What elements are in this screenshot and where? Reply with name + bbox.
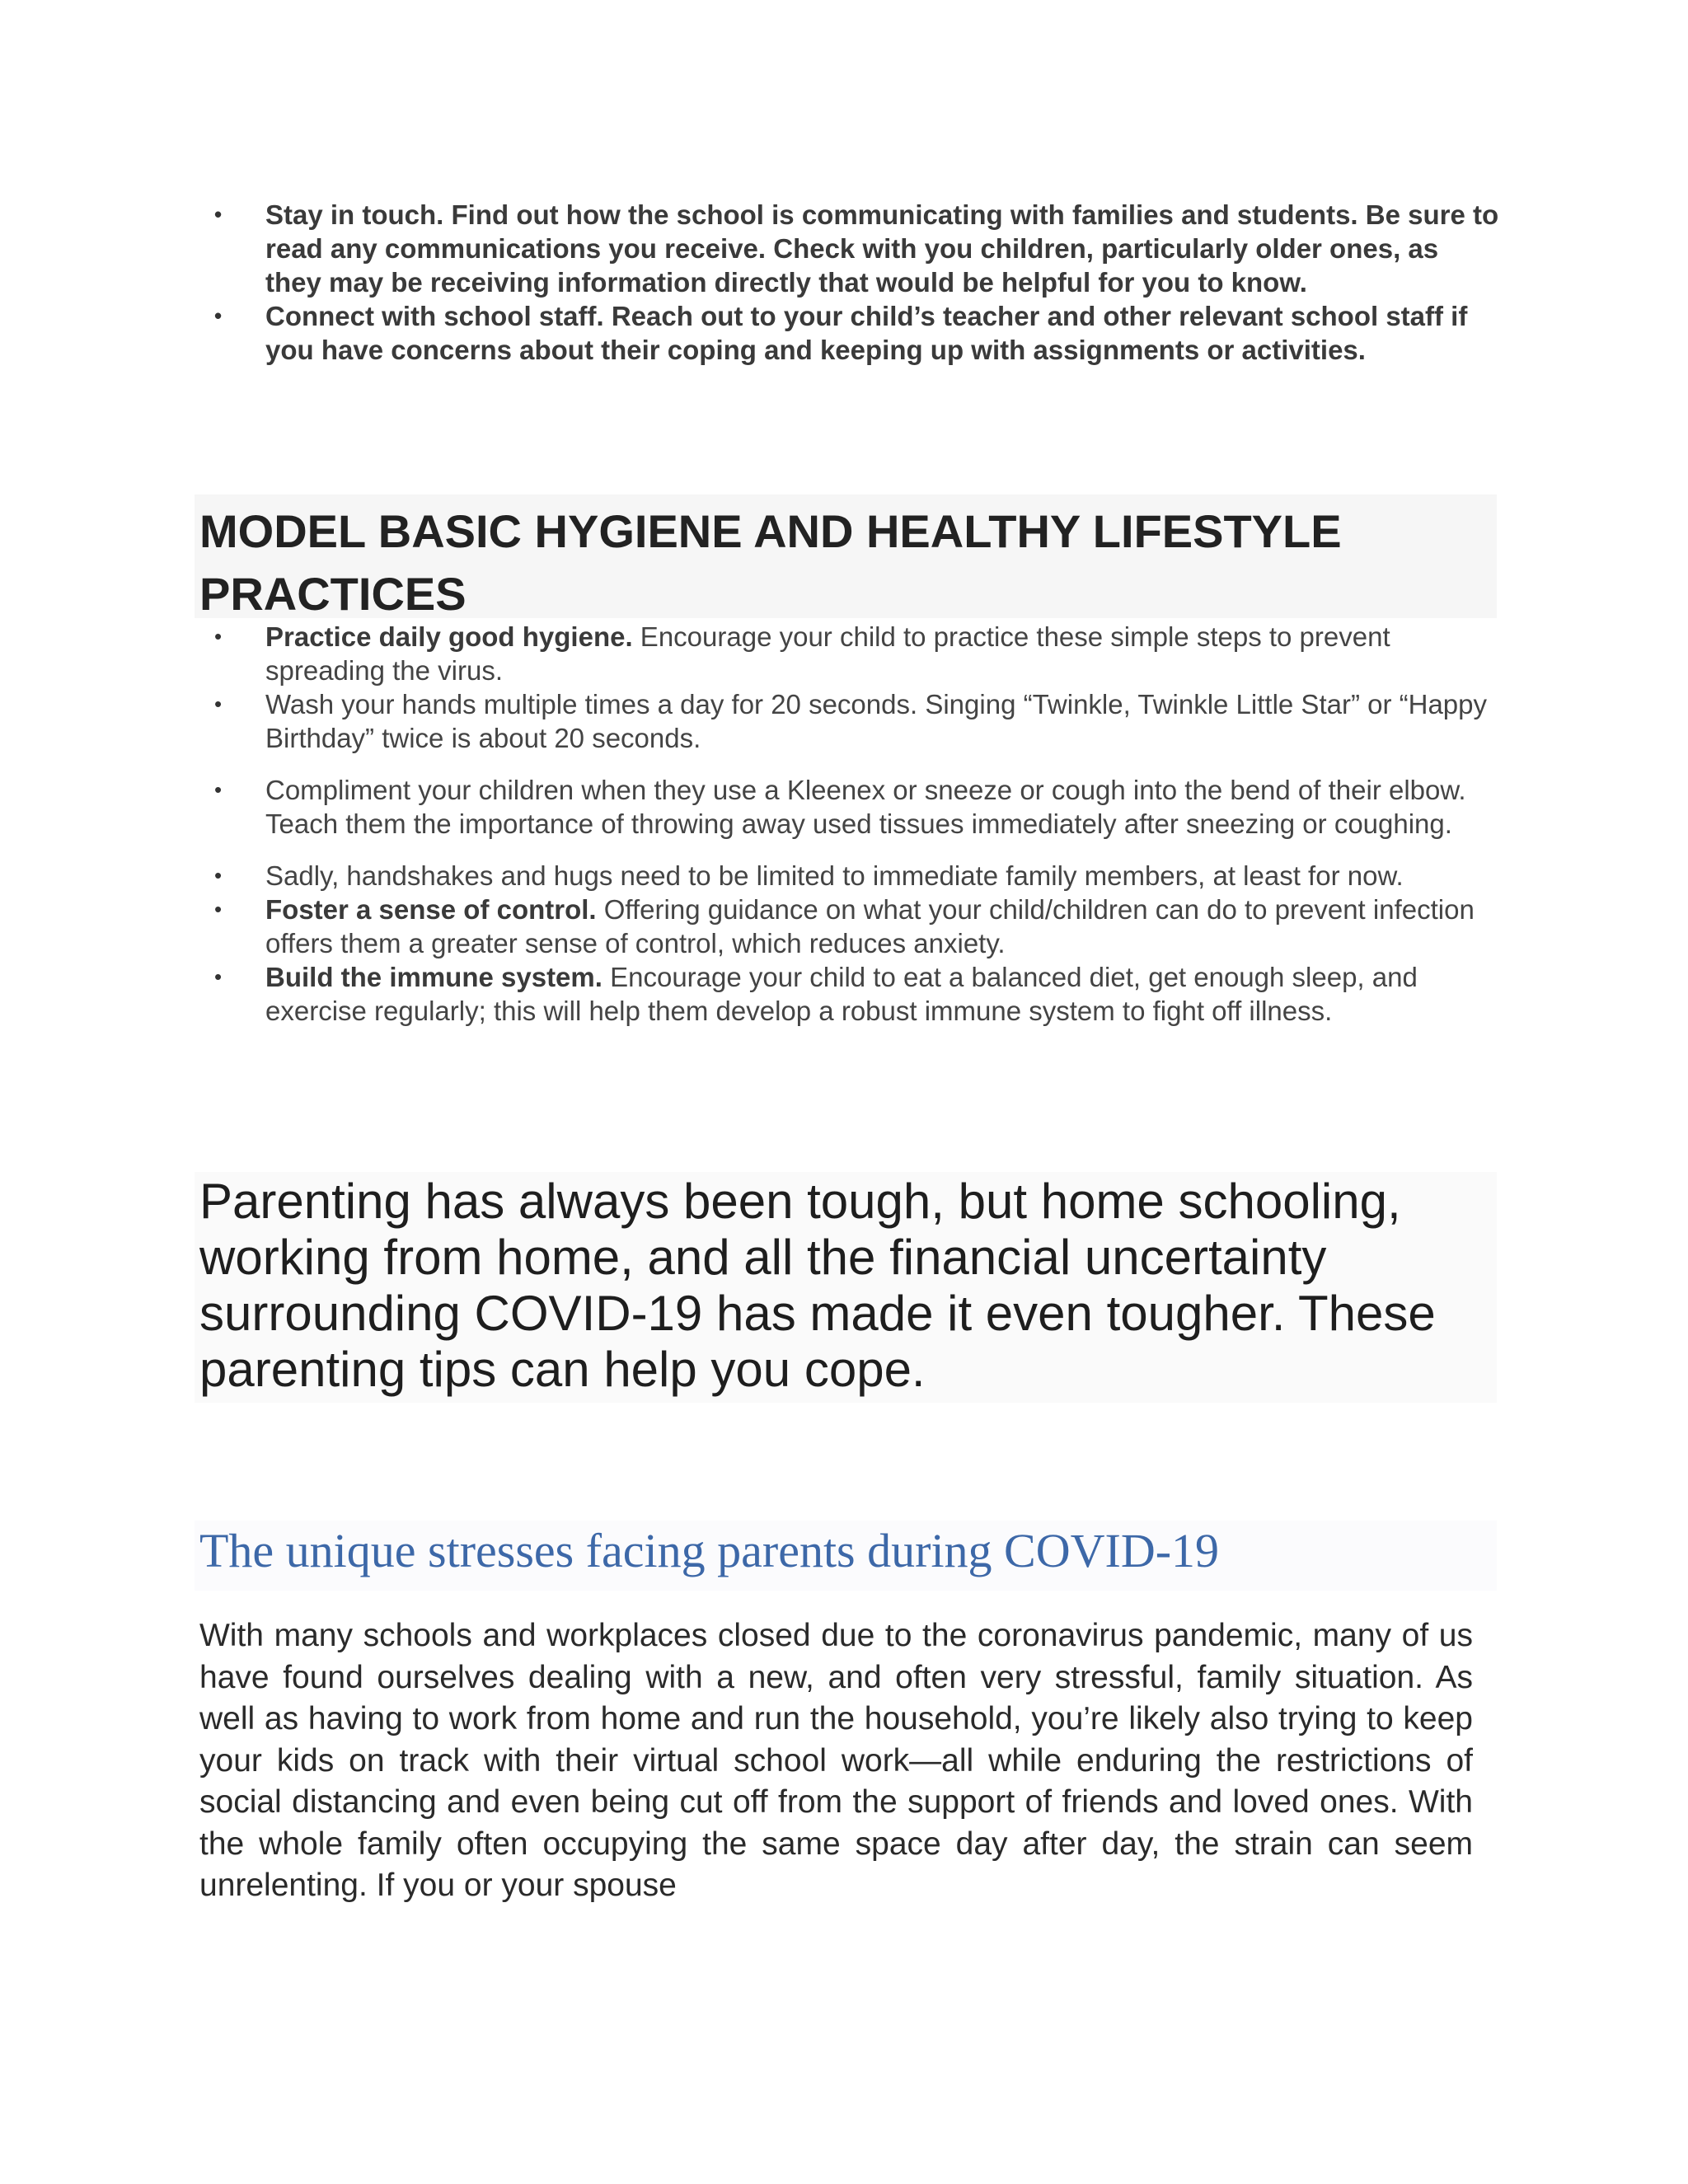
- list-item-text: Compliment your children when they use a Kleenex or sneeze or cough into the bend of their elbow. Teach them the importance of throwing away used tissues immediately after sneezing or coughing.: [265, 775, 1466, 839]
- bullet-icon: •: [214, 202, 223, 227]
- list-item: [199, 620, 1502, 687]
- list-item-text: Connect with school staff. Reach out to your child’s teacher and other relevant school staff if you have concerns about their coping and keeping up with assignments or activities.: [265, 301, 1468, 365]
- bullet-icon: •: [214, 303, 223, 328]
- list-item-bold-lead: Foster a sense of control.: [265, 894, 597, 925]
- list-item-text: Wash your hands multiple times a day for 20 seconds. Singing “Twinkle, Twinkle Little Star” or “Happy Birthday” twice is about 20 seconds.: [265, 689, 1488, 753]
- list-item-text: Sadly, handshakes and hugs need to be limited to immediate family members, at least for now.: [265, 860, 1404, 891]
- list-item: [199, 773, 1502, 841]
- stress-heading: The unique stresses facing parents during COVID-19: [199, 1524, 1220, 1577]
- list-item-text: Encourage your child to practice these simple steps to prevent spreading the virus.: [265, 621, 1390, 686]
- list-item-text: Offering guidance on what your child/children can do to prevent infection offers them a greater sense of control, which reduces anxiety.: [265, 894, 1475, 958]
- list-item-bold-lead: Build the immune system.: [265, 962, 603, 992]
- school-tips-list: [199, 198, 1502, 367]
- list-item-text: Stay in touch. Find out how the school is communicating with families and students. Be sure to read any communications you receive. Check with you children, particularly older ones, as they may be receiving information directly that would be helpful for you to know.: [265, 199, 1499, 298]
- list-item-bold-lead: Practice daily good hygiene.: [265, 621, 633, 652]
- bullet-icon: •: [214, 691, 223, 716]
- list-item: [199, 960, 1502, 1028]
- list-item-text: Encourage your child to eat a balanced diet, get enough sleep, and exercise regularly; this will help them develop a robust immune system to fight off illness.: [265, 962, 1418, 1026]
- list-item: [199, 859, 1502, 893]
- intro-text: Parenting has always been tough, but home schooling, working from home, and all the financial uncertainty surrounding COVID-19 has made it even tougher. These parenting tips can help you cope.: [199, 1174, 1436, 1397]
- bullet-icon: •: [214, 777, 223, 802]
- bullet-icon: •: [214, 964, 223, 989]
- list-item: [199, 299, 1502, 367]
- body-paragraph: With many schools and workplaces closed due to the coronavirus pandemic, many of us have found ourselves dealing with a new, and often very stressful, family situation. As well as having to work from home and run the household, you’re likely also trying to keep your kids on track with their virtual school work—all while enduring the restrictions of social distancing and even being cut off from the support of friends and loved ones. With the whole family often occupying the same space day after day, the strain can seem unrelenting. If you or your spouse: [199, 1618, 1473, 1903]
- hygiene-heading: MODEL BASIC HYGIENE AND HEALTHY LIFESTYLE PRACTICES: [199, 505, 1342, 620]
- bullet-icon: •: [214, 624, 223, 649]
- list-item: [199, 893, 1502, 960]
- bullet-icon: •: [214, 897, 223, 921]
- bullet-icon: •: [214, 863, 223, 888]
- list-item: [199, 687, 1502, 755]
- list-item: [199, 198, 1502, 299]
- hygiene-tips-list: [199, 620, 1502, 1028]
